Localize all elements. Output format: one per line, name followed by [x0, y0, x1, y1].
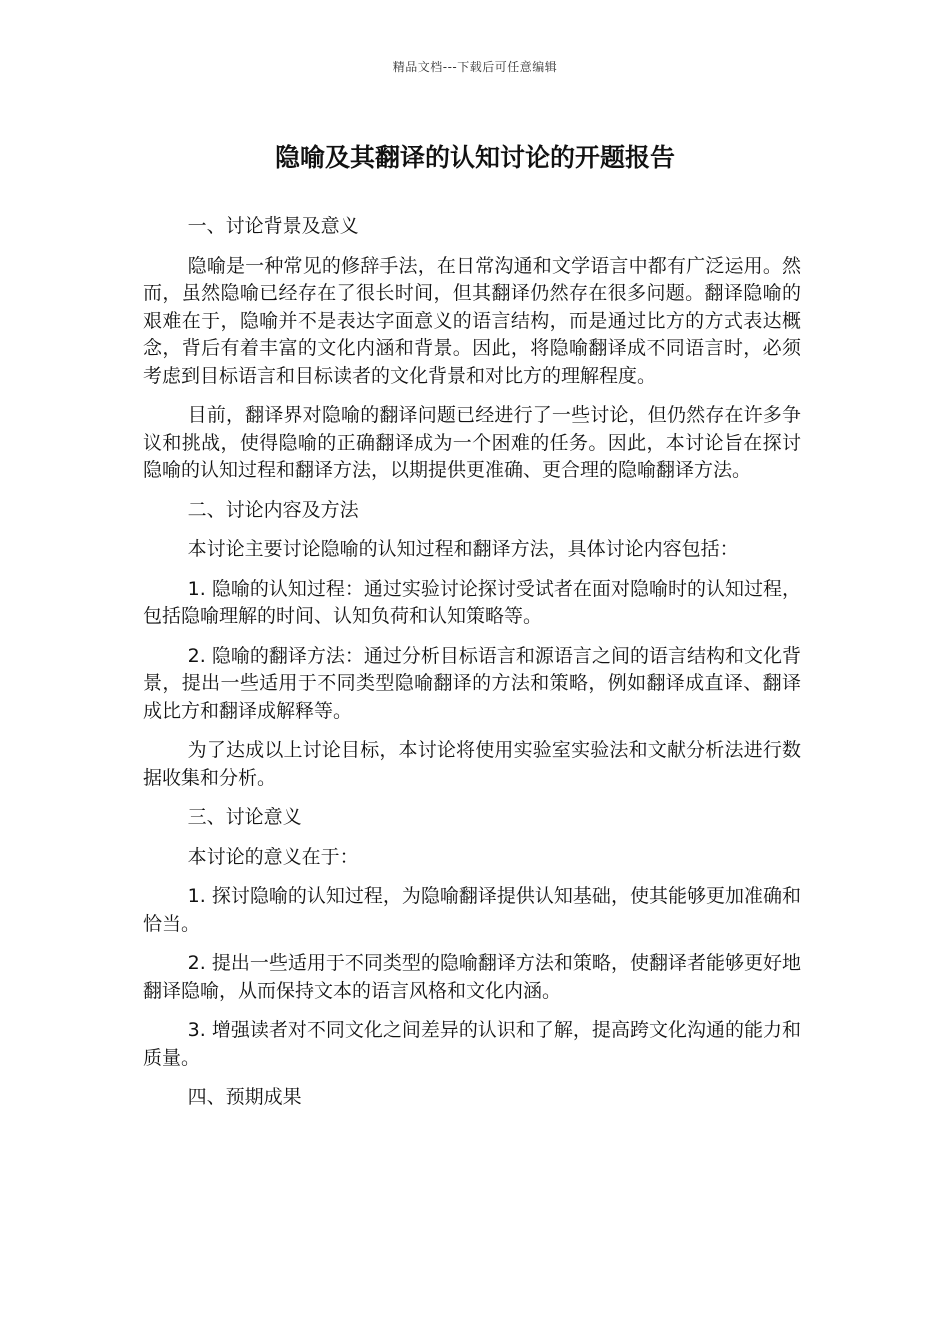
- body-paragraph: 为了达成以上讨论目标，本讨论将使用实验室实验法和文献分析法进行数据收集和分析。: [143, 739, 801, 789]
- section-heading-expected-results: 四、预期成果: [187, 1086, 302, 1108]
- list-item: 3. 增强读者对不同文化之间差异的认识和了解，提高跨文化沟通的能力和质量。: [143, 1019, 801, 1069]
- body-paragraph: 本讨论的意义在于：: [187, 845, 359, 868]
- section-heading-significance: 三、讨论意义: [187, 806, 302, 828]
- list-item: 1. 隐喻的认知过程：通过实验讨论探讨受试者在面对隐喻时的认知过程，包括隐喻理解的时间、认知负荷和认知策略等。: [143, 577, 801, 627]
- document-title: 隐喻及其翻译的认知讨论的开题报告: [274, 143, 675, 172]
- list-item: 2. 提出一些适用于不同类型的隐喻翻译方法和策略，使翻译者能够更好地翻译隐喻，从而保持文本的语言风格和文化内涵。: [143, 952, 801, 1002]
- body-paragraph: 本讨论主要讨论隐喻的认知过程和翻译方法，具体讨论内容包括：: [187, 538, 739, 560]
- list-item: 2. 隐喻的翻译方法：通过分析目标语言和源语言之间的语言结构和文化背景，提出一些适用于不同类型隐喻翻译的方法和策略，例如翻译成直译、翻译成比方和翻译成解释等。: [143, 644, 801, 722]
- list-item: 1. 探讨隐喻的认知过程，为隐喻翻译提供认知基础，使其能够更加准确和恰当。: [143, 885, 801, 935]
- document-body: [143, 213, 801, 1124]
- body-paragraph: 目前，翻译界对隐喻的翻译问题已经进行了一些讨论，但仍然存在许多争议和挑战，使得隐喻的正确翻译成为一个困难的任务。因此，本讨论旨在探讨隐喻的认知过程和翻译方法，以期提供更准确、更合理的隐喻翻译方法。: [143, 404, 801, 481]
- body-paragraph: 隐喻是一种常见的修辞手法，在日常沟通和文学语言中都有广泛运用。然而，虽然隐喻已经存在了很长时间，但其翻译仍然存在很多问题。翻译隐喻的艰难在于，隐喻并不是表达字面意义的语言结构，而是通过比方的方式表达概念，背后有着丰富的文化内涵和背景。因此，将隐喻翻译成不同语言时，必须考虑到目标语言和目标读者的文化背景和对比方的理解程度。: [143, 254, 801, 387]
- section-heading-content-methods: 二、讨论内容及方法: [187, 498, 359, 521]
- page-header-watermark: 精品文档---下载后可任意编辑: [392, 60, 558, 74]
- section-heading-background: 一、讨论背景及意义: [187, 215, 359, 237]
